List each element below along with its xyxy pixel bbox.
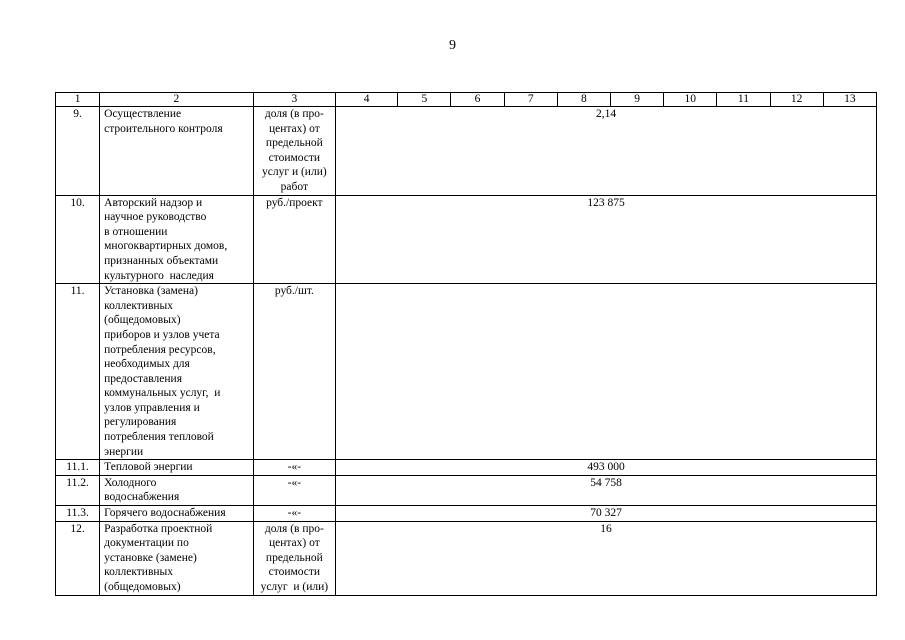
row-unit-line: услуг и (или) <box>262 166 327 179</box>
header-cell: 10 <box>664 93 717 107</box>
row-unit <box>253 195 335 284</box>
row-unit <box>253 475 335 505</box>
table-row <box>56 506 877 522</box>
row-unit <box>253 521 335 595</box>
row-name-line: предоставления <box>104 372 182 385</box>
header-cell: 5 <box>398 93 451 107</box>
row-name-line: признанных объектами <box>104 254 219 267</box>
row-unit-line: работ <box>280 180 309 193</box>
row-number: 12. <box>56 521 100 595</box>
row-name-line: энергии <box>104 445 144 458</box>
row-name-line: научное руководство <box>104 211 207 224</box>
header-row <box>56 93 877 107</box>
row-value: 54 758 <box>336 475 877 505</box>
rates-table <box>55 92 877 596</box>
row-unit-line: доля (в про- <box>264 522 324 535</box>
row-name <box>100 475 254 505</box>
row-name-line: в отношении <box>104 225 168 238</box>
row-unit-line: услуг и (или) <box>260 581 329 593</box>
row-name-line: документации по <box>104 537 189 550</box>
table-row <box>56 107 877 196</box>
header-cell: 3 <box>253 93 335 107</box>
header-cell: 1 <box>56 93 100 107</box>
header-cell: 6 <box>451 93 504 107</box>
row-name-line: потребления тепловой <box>104 431 214 444</box>
row-unit-line: центах) от <box>268 537 320 550</box>
page-number: 9 <box>449 38 456 53</box>
row-name-line: Разработка проектной <box>104 522 213 535</box>
row-value: 493 000 <box>336 460 877 476</box>
header-cell: 13 <box>823 93 876 107</box>
row-name-line: строительного контроля <box>104 122 223 135</box>
row-name-line: Установка (замена) <box>104 285 198 298</box>
row-name-line: многоквартирных домов, <box>104 240 228 253</box>
row-unit-line: -«- <box>287 507 302 520</box>
row-unit-line: руб./проект <box>266 196 323 209</box>
row-name-line: потребления ресурсов, <box>104 343 216 356</box>
row-name-line: необходимых для <box>104 358 190 371</box>
row-name-line: приборов и узлов учета <box>104 328 220 341</box>
row-value: 123 875 <box>336 195 877 284</box>
row-unit-line: доля (в про- <box>264 108 324 120</box>
table-body <box>56 93 877 596</box>
row-name <box>100 460 254 476</box>
row-unit-line: предельной <box>265 551 323 564</box>
row-name-line: Холодного <box>104 476 157 489</box>
row-name-line: Горячего водоснабжения <box>104 507 226 520</box>
row-name-line: установке (замене) <box>104 551 197 564</box>
header-cell: 12 <box>770 93 823 107</box>
row-number: 11. <box>56 284 100 460</box>
row-number: 11.2. <box>56 475 100 505</box>
row-unit-line: -«- <box>287 461 302 474</box>
row-unit-line: -«- <box>287 476 302 489</box>
row-name-line: Осуществление <box>104 108 182 120</box>
table-row <box>56 460 877 476</box>
row-unit-line: стоимости <box>268 566 321 579</box>
table-row <box>56 284 877 460</box>
row-name-line: (общедомовых) <box>104 314 181 327</box>
table-row <box>56 521 877 595</box>
row-unit <box>253 107 335 196</box>
row-name-line: регулирования <box>104 416 177 429</box>
row-value: 16 <box>336 521 877 595</box>
header-cell: 8 <box>557 93 610 107</box>
row-name-line: коллективных <box>104 566 174 579</box>
row-name-line: коммунальных услуг, и <box>104 387 221 400</box>
row-name <box>100 195 254 284</box>
row-unit-line: руб./шт. <box>274 285 314 298</box>
row-name-line: коллективных <box>104 299 174 312</box>
row-unit-line: предельной <box>265 137 323 150</box>
row-name-line: Авторский надзор и <box>104 196 203 209</box>
row-name-line: культурного наследия <box>104 269 214 282</box>
row-value: 70 327 <box>336 506 877 522</box>
row-unit <box>253 506 335 522</box>
row-value <box>336 284 877 460</box>
header-cell: 7 <box>504 93 557 107</box>
row-number: 11.1. <box>56 460 100 476</box>
row-name-line: узлов управления и <box>104 401 200 414</box>
row-unit <box>253 460 335 476</box>
row-unit-line: центах) от <box>268 122 320 135</box>
row-number: 11.3. <box>56 506 100 522</box>
header-cell: 2 <box>100 93 254 107</box>
header-cell: 9 <box>610 93 663 107</box>
row-name-line: Тепловой энергии <box>104 461 193 474</box>
row-name <box>100 506 254 522</box>
row-value: 2,14 <box>336 107 877 196</box>
row-name <box>100 284 254 460</box>
row-name <box>100 521 254 595</box>
row-number: 9. <box>56 107 100 196</box>
header-cell: 11 <box>717 93 770 107</box>
row-name <box>100 107 254 196</box>
row-name-line: водоснабжения <box>104 491 180 504</box>
table-row <box>56 195 877 284</box>
row-unit <box>253 284 335 460</box>
row-name-line: (общедомовых) <box>104 581 181 593</box>
header-cell: 4 <box>336 93 398 107</box>
row-unit-line: стоимости <box>268 151 321 164</box>
row-number: 10. <box>56 195 100 284</box>
table-row <box>56 475 877 505</box>
